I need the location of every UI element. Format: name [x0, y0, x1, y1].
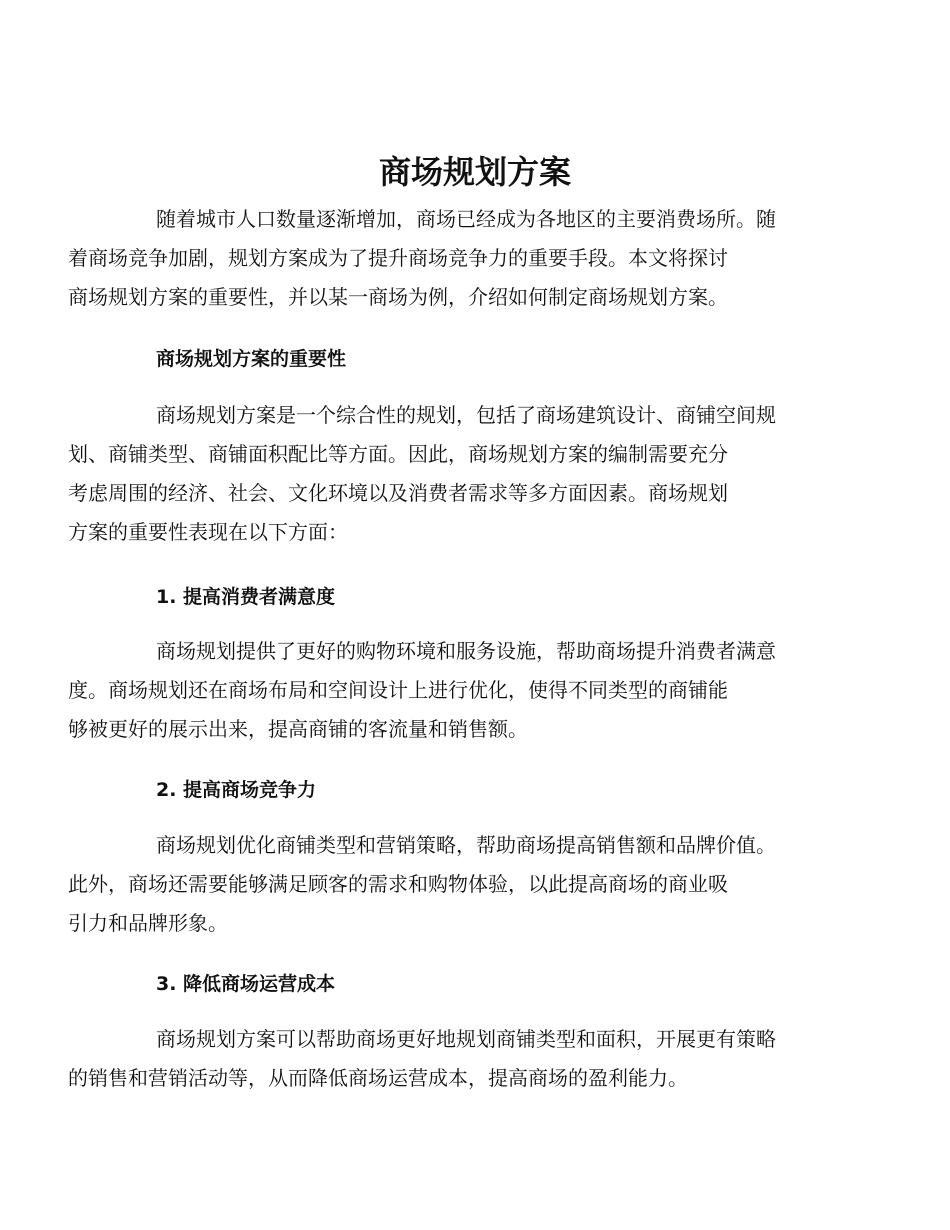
paragraph-line: 够被更好的展示出来，提高商铺的客流量和销售额。 [68, 717, 528, 741]
paragraph-line: 商场规划优化商铺类型和营销策略，帮助商场提高销售额和品牌价值。 [156, 833, 776, 857]
paragraph-line: 此外，商场还需要能够满足顾客的需求和购物体验，以此提高商场的商业吸 [68, 872, 728, 896]
paragraph-line: 商场规划方案的重要性，并以某一商场为例，介绍如何制定商场规划方案。 [68, 285, 728, 309]
section-paragraph [68, 826, 838, 943]
paragraph-line: 划、商铺类型、商铺面积配比等方面。因此，商场规划方案的编制需要充分 [68, 442, 728, 466]
section-paragraph [68, 396, 838, 552]
paragraph-line: 度。商场规划还在商场布局和空间设计上进行优化，使得不同类型的商铺能 [68, 678, 728, 702]
intro-paragraph [68, 200, 838, 317]
paragraph-line: 引力和品牌形象。 [68, 911, 228, 935]
paragraph-line: 商场规划方案是一个综合性的规划，包括了商场建筑设计、商铺空间规 [156, 403, 776, 427]
paragraph-line: 考虑周围的经济、社会、文化环境以及消费者需求等多方面因素。商场规划 [68, 481, 728, 505]
section-heading: 商场规划方案的重要性 [156, 348, 347, 370]
section-paragraph [68, 632, 838, 749]
paragraph-line: 方案的重要性表现在以下方面： [68, 520, 348, 544]
paragraph-line: 商场规划提供了更好的购物环境和服务设施，帮助商场提升消费者满意 [156, 639, 776, 663]
paragraph-line: 随着城市人口数量逐渐增加，商场已经成为各地区的主要消费场所。随 [156, 207, 776, 231]
paragraph-line: 的销售和营销活动等，从而降低商场运营成本，提高商场的盈利能力。 [68, 1066, 688, 1090]
document-title: 商场规划方案 [378, 153, 571, 191]
section-heading: 3. 降低商场运营成本 [156, 973, 336, 995]
paragraph-line: 着商场竞争加剧，规划方案成为了提升商场竞争力的重要手段。本文将探讨 [68, 246, 728, 270]
section-heading: 2. 提高商场竞争力 [156, 779, 317, 801]
paragraph-line: 商场规划方案可以帮助商场更好地规划商铺类型和面积，开展更有策略 [156, 1027, 776, 1051]
section-paragraph [68, 1020, 838, 1098]
section-heading: 1. 提高消费者满意度 [156, 586, 336, 608]
